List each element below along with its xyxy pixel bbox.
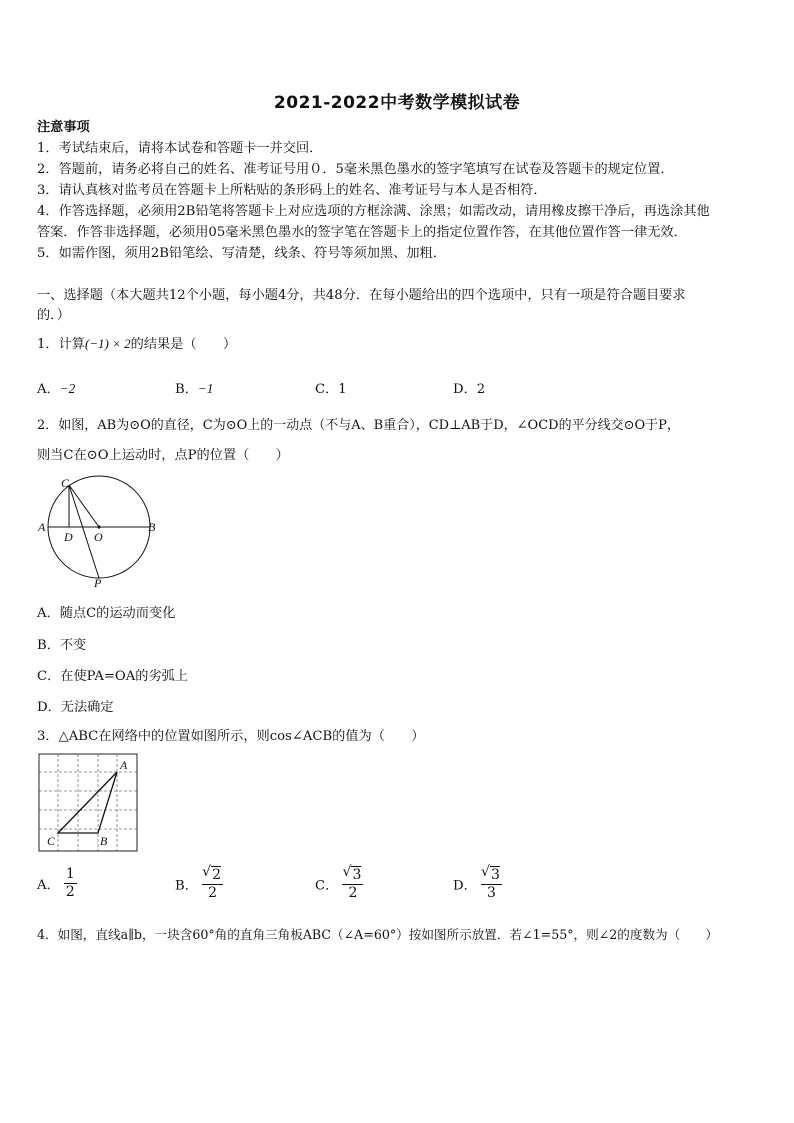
page-title: 2021-2022中考数学模拟试卷 (273, 93, 521, 113)
label-b: B (100, 834, 108, 848)
sqrt-radicand: √ 2 (211, 866, 221, 884)
q3-option-b[interactable] (175, 866, 223, 902)
question-1-prefix: 1．计算 (37, 337, 85, 352)
fraction (342, 866, 363, 902)
q2-option-d[interactable]: D．无法确定 (37, 700, 114, 715)
question-4: 4．如图，直线a∥b，一块含60°角的直角三角板ABC（∠A=60°）按如图所示放置．若∠1=55°，则∠2的度数为（ ） (37, 927, 719, 942)
q1-option-d[interactable] (453, 378, 485, 397)
question-1 (37, 334, 236, 355)
notice-item: 5．如需作图，须用2B铅笔绘、写清楚，线条、符号等须加黑、加粗． (37, 246, 446, 261)
option-value: −2 (59, 381, 76, 396)
notice-item: 1．考试结束后，请将本试卷和答题卡一并交回． (37, 141, 323, 156)
notice-item: 2．答题前，请务必将自己的姓名、准考证号用０．5毫米黑色墨水的签字笔填写在试卷及答题卡的规定位置． (37, 162, 674, 177)
denominator: 2 (208, 885, 218, 901)
option-letter: D． (453, 878, 477, 894)
option-value: −1 (197, 381, 214, 396)
label-b: B (148, 520, 156, 534)
q3-option-c[interactable] (315, 866, 363, 902)
option-value: 1 (338, 382, 347, 397)
question-1-suffix: 的结果是（ ） (130, 337, 237, 352)
question-2-cont: 则当C在⊙O上运动时，点P的位置（ ） (37, 448, 289, 463)
option-letter: D． (453, 382, 477, 397)
q1-option-a[interactable] (37, 378, 75, 397)
label-c: C (47, 834, 56, 848)
denominator: 2 (65, 884, 75, 900)
label-o: O (94, 530, 103, 544)
numerator (342, 866, 363, 885)
sqrt-radicand: √ 3 (351, 866, 361, 884)
fraction (64, 866, 77, 901)
label-d: D (64, 530, 73, 544)
q2-option-a[interactable]: A．随点C的运动而变化 (37, 606, 176, 621)
denominator: 3 (486, 885, 496, 901)
fraction (202, 866, 223, 902)
numerator (481, 866, 502, 885)
section-heading: 一、选择题（本大题共12个小题，每小题4分，共48分．在每小题给出的四个选项中，只有一项是符合题目要求 (37, 288, 686, 303)
q3-option-d[interactable] (453, 866, 502, 902)
q1-option-b[interactable] (175, 378, 213, 397)
section-heading-cont: 的．） (37, 308, 70, 323)
numerator (202, 866, 223, 885)
option-letter: B． (175, 878, 198, 894)
q2-option-b[interactable]: B．不变 (37, 638, 87, 653)
option-letter: A． (37, 382, 60, 397)
option-letter: A． (37, 878, 60, 893)
question-3: 3．△ABC在网络中的位置如图所示，则cos∠ACB的值为（ ） (37, 729, 425, 744)
q1-option-c[interactable] (315, 378, 347, 397)
notice-item: 3．请认真核对监考员在答题卡上所粘贴的条形码上的姓名、准考证号与本人是否相符． (37, 183, 547, 198)
question-1-expression: (−1) × 2 (84, 336, 131, 351)
q3-option-a[interactable] (37, 866, 77, 901)
sqrt-radicand: √ 3 (490, 866, 500, 884)
option-letter: B． (175, 382, 198, 397)
notice-heading: 注意事项 (37, 120, 90, 135)
grid-figure (36, 752, 140, 854)
notice-item: 答案．作答非选择题，必须用05毫米黑色墨水的签字笔在答题卡上的指定位置作答，在其他位置作答一律无效． (37, 225, 687, 240)
q2-option-c[interactable]: C．在使PA=OA的劣弧上 (37, 669, 188, 684)
option-letter: C． (315, 382, 339, 397)
fraction (481, 866, 502, 902)
question-2: 2．如图，AB为⊙O的直径，C为⊙O上的一动点（不与A、B重合），CD⊥AB于D，∠OCD的平分线交⊙O于P， (37, 418, 680, 433)
label-p: P (94, 576, 102, 590)
option-value: 2 (476, 382, 486, 397)
label-c: C (61, 476, 70, 490)
option-letter: C． (315, 878, 339, 894)
notice-item: 4．作答选择题，必须用2B铅笔将答题卡上对应选项的方框涂满、涂黑；如需改动，请用橡皮擦干净后，再选涂其他 (37, 204, 710, 219)
denominator: 2 (348, 885, 358, 901)
circle-figure (36, 474, 166, 590)
label-a: A (120, 758, 128, 772)
numerator: 1 (65, 866, 75, 882)
label-a: A (38, 520, 46, 534)
